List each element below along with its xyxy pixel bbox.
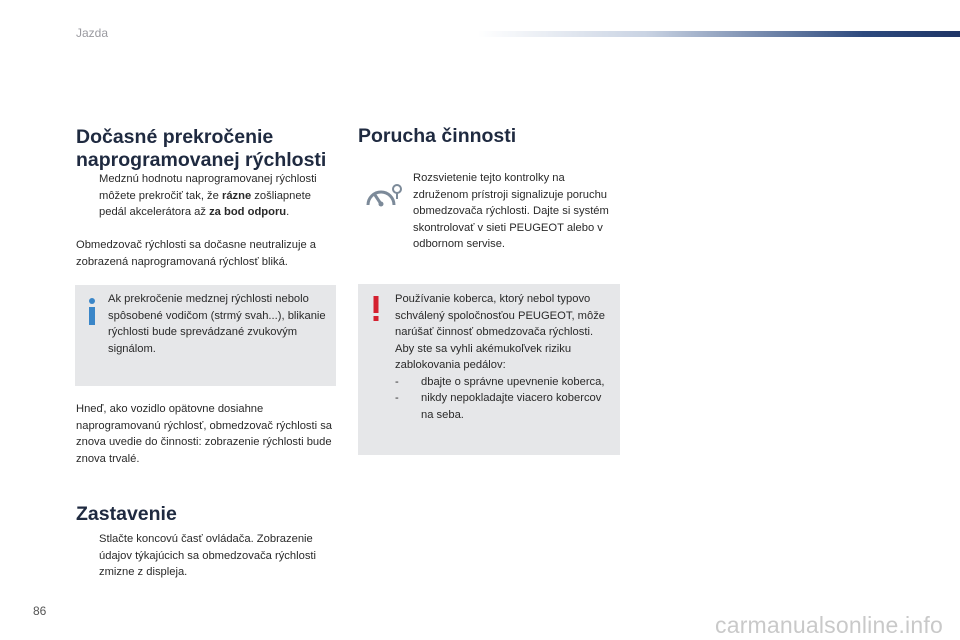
section-heading-stop: Zastavenie: [76, 503, 177, 525]
dash: -: [395, 375, 399, 388]
paragraph-neutralize: Obmedzovač rýchlosti sa dočasne neutralizuje a zobrazená naprogramovaná rýchlosť bliká.: [76, 239, 317, 268]
bullet-stop-text: Stlačte koncovú časť ovládača. Zobrazenie údajov týkajúcich sa obmedzovača rýchlosti zmizne z displeja.: [99, 533, 317, 578]
warning-item-text: nikdy nepokladajte viacero kobercov na seba.: [421, 392, 602, 421]
warning-list-item: [395, 374, 615, 391]
speed-limiter-fault-icon: [364, 183, 404, 213]
warning-risk: Aby ste sa vyhli akémukoľvek riziku zablokovania pedálov:: [395, 342, 572, 371]
info-box: [75, 285, 336, 386]
bullet-overrun-text: Medznú hodnotu naprogramovanej rýchlosti môžete prekročiť tak, že rázne zošliapnete pedál akcelerátora až za bod odporu.: [99, 173, 317, 218]
header-bar: [478, 31, 960, 37]
section-heading-temporary-overrun: Dočasné prekročenie naprogramovanej rýchlosti: [76, 126, 327, 171]
fault-text: Rozsvietenie tejto kontrolky na združenom prístroji signalizuje poruchu obmedzovača rýchlosti. Dajte si systém skontrolovať v sieti PEUGEOT alebo v odbornom servise.: [413, 172, 609, 250]
warning-box: [358, 284, 620, 455]
bullet-overrun: [76, 171, 340, 221]
warning-intro: Používanie koberca, ktorý nebol typovo schválený spoločnosťou PEUGEOT, môže narúšať činnosť obmedzovača rýchlosti.: [395, 293, 606, 338]
paragraph-reactivation: Hneď, ako vozidlo opätovne dosiahne naprogramovanú rýchlosť, obmedzovač rýchlosti sa znova uvedie do činnosti: zobrazenie rýchlosti bude znova trvalé.: [76, 403, 333, 465]
dash: -: [395, 392, 399, 404]
warning-item-text: dbajte o správne upevnenie koberca,: [421, 375, 605, 388]
bullet-mark: [76, 531, 99, 581]
section-label: Jazda: [76, 26, 109, 40]
info-text: Ak prekročenie medznej rýchlosti nebolo spôsobené vodičom (strmý svah...), blikanie rýchlosti bude sprevádzané zvukovým signálom.: [108, 293, 326, 355]
warning-list-item: [395, 390, 615, 423]
section-heading-fault: Porucha činnosti: [358, 125, 517, 147]
bullet-stop: [76, 531, 342, 581]
warning-text: [395, 291, 615, 423]
watermark: carmanualsonline.info: [715, 612, 943, 638]
info-icon: [85, 297, 99, 325]
page-number: 86: [33, 604, 47, 618]
bullet-mark: [76, 171, 99, 221]
warning-exclamation-icon: [372, 296, 380, 322]
